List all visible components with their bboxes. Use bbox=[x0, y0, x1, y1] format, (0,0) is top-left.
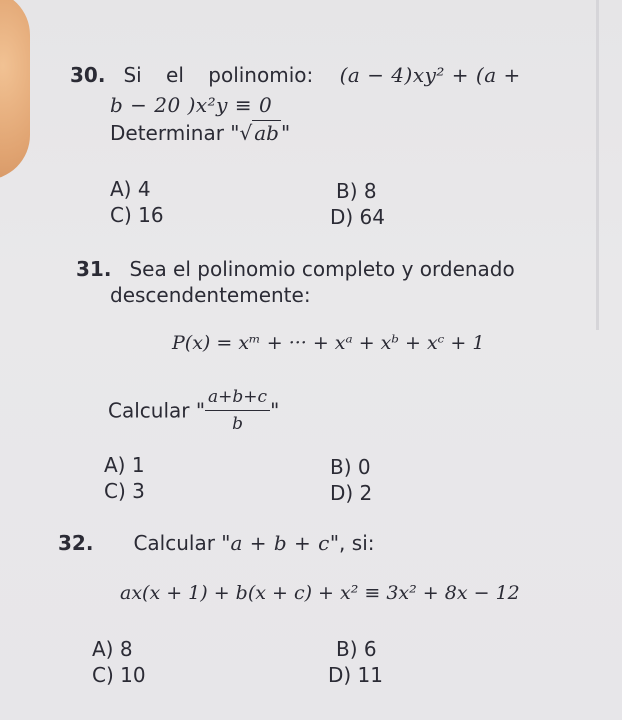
q31-option-b[interactable]: B) 0 bbox=[330, 455, 371, 479]
question-31-formula: P(x) = xᵐ + ··· + xᵃ + xᵇ + xᶜ + 1 bbox=[172, 332, 485, 354]
question-30-number: 30. bbox=[70, 63, 106, 87]
question-31-text-line2: descendentemente: bbox=[110, 283, 311, 307]
question-32-ask-suffix: ", si: bbox=[329, 531, 375, 555]
fraction-a-b-c-over-b bbox=[205, 384, 270, 437]
finger-photo-artifact bbox=[0, 0, 30, 180]
q32-option-b[interactable]: B) 6 bbox=[336, 637, 377, 661]
question-31-ask-prefix: Calcular " bbox=[108, 398, 206, 423]
question-32-line1 bbox=[58, 530, 578, 556]
paper-edge bbox=[596, 0, 599, 330]
question-31-text-line1: Sea el polinomio completo y ordenado bbox=[129, 257, 515, 281]
sqrt-radicand: ab bbox=[254, 121, 279, 145]
q31-option-a[interactable]: A) 1 bbox=[104, 453, 145, 477]
q32-option-c[interactable]: C) 10 bbox=[92, 663, 146, 687]
q30-option-c[interactable]: C) 16 bbox=[110, 203, 164, 227]
q30-option-d[interactable]: D) 64 bbox=[330, 205, 386, 229]
q30-option-a[interactable]: A) 4 bbox=[110, 177, 151, 201]
question-30-ask bbox=[110, 120, 290, 146]
fraction-denominator: b bbox=[232, 414, 243, 434]
question-30-ask-suffix: " bbox=[280, 121, 291, 145]
question-30-expression-line1: (a − 4)xy² + (a + bbox=[339, 63, 521, 87]
question-32-ask-prefix: Calcular " bbox=[133, 531, 231, 555]
q32-option-a[interactable]: A) 8 bbox=[92, 637, 133, 661]
q30-option-b[interactable]: B) 8 bbox=[336, 179, 377, 203]
sqrt-ab: √ ab bbox=[239, 121, 279, 145]
q31-option-d[interactable]: D) 2 bbox=[330, 481, 373, 505]
question-31-number: 31. bbox=[76, 257, 112, 281]
question-31-ask-suffix: " bbox=[270, 398, 280, 423]
question-30-lead: Si el polinomio: bbox=[123, 63, 314, 87]
q31-option-c[interactable]: C) 3 bbox=[104, 479, 145, 503]
question-31-line1 bbox=[76, 256, 576, 282]
question-32-formula: ax(x + 1) + b(x + c) + x² ≡ 3x² + 8x − 12 bbox=[120, 582, 520, 604]
question-31-ask bbox=[108, 384, 279, 437]
question-32-number: 32. bbox=[58, 531, 94, 555]
q32-option-d[interactable]: D) 11 bbox=[328, 663, 384, 687]
question-30-line1 bbox=[70, 62, 570, 88]
question-32-ask-expression: a + b + c bbox=[230, 531, 330, 555]
question-30-ask-prefix: Determinar " bbox=[110, 121, 240, 145]
fraction-numerator: a+b+c bbox=[205, 384, 270, 411]
question-30-expression-line2: b − 20 )x²y ≡ 0 bbox=[110, 93, 273, 117]
